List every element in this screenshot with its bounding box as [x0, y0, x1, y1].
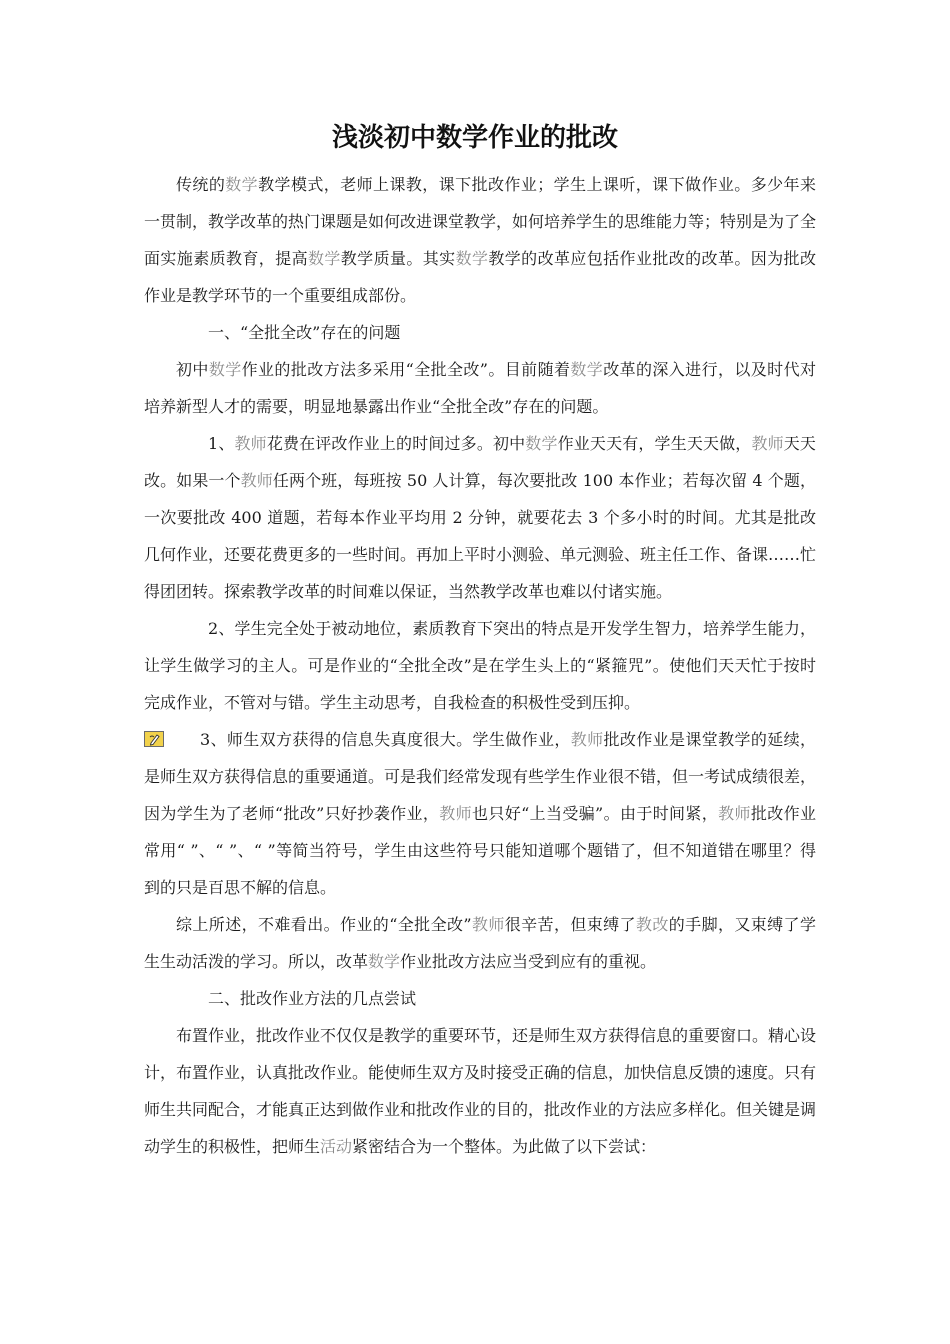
keyword-link-text[interactable]: 数学	[307, 249, 341, 268]
paragraph-text: 天天改。如果一个	[144, 434, 816, 490]
paragraph-text: 紧密结合为一个整体。为此做了以下尝试：	[352, 1137, 657, 1156]
paragraph-text: 初中	[176, 360, 209, 379]
paragraph	[144, 1017, 816, 1165]
paragraph-text: 传统的	[176, 175, 226, 194]
paragraph-text: 批改作业常用“ ”、“ ”、“ ”等简当符号，学生由这些符号只能知道哪个题错了，但不知道错在哪里？得到的只是百思不解的信息。	[144, 804, 816, 897]
paragraph-text: 一、“全批全改”存在的问题	[208, 323, 401, 342]
keyword-link-text[interactable]: 活动	[320, 1137, 353, 1156]
page-title: 浅淡初中数学作业的批改	[331, 123, 618, 153]
keyword-link-text[interactable]: 教师	[751, 434, 784, 453]
keyword-link-text[interactable]: 数学	[368, 952, 401, 971]
keyword-link-text[interactable]: 数学	[225, 175, 259, 194]
keyword-link-text[interactable]: 教改	[635, 915, 669, 934]
keyword-link-text[interactable]: 教师	[439, 804, 472, 823]
keyword-link-text[interactable]: 教师	[570, 730, 604, 749]
paragraph-text: 花费在评改作业上的时间过多。初中	[266, 434, 526, 453]
paragraph	[144, 425, 816, 610]
keyword-link-text[interactable]: 数学	[570, 360, 604, 379]
paragraph-text: 作业的批改方法多采用“全批全改”。目前随着	[241, 360, 571, 379]
paragraph-text: 2、学生完全处于被动地位，素质教育下突出的特点是开发学生智力，培养学生能力，让学生做学习的主人。可是作业的“全批全改”是在学生头上的“紧箍咒”。使他们天天忙于按时完成作业，不管对与错。学生主动思考，自我检查的积极性受到压抑。	[144, 619, 816, 712]
paragraph-text: 教学的改革应包括作业批改的改革。因为批改作业是教学环节的一个重要组成部份。	[144, 249, 816, 305]
paragraph	[144, 906, 816, 980]
keyword-link-text[interactable]: 数学	[455, 249, 489, 268]
paragraph-text: 作业批改方法应当受到应有的重视。	[400, 952, 657, 971]
paragraph-text: 的手脚，又束缚了学生生动活泼的学习。所以，改革	[144, 915, 816, 971]
paragraph-text: 3、师生双方获得的信息失真度很大。学生做作业，	[200, 730, 571, 749]
keyword-link-text[interactable]: 教师	[234, 434, 267, 453]
paragraph-text: 批改作业是课堂教学的延续，是师生双方获得信息的重要通道。可是我们经常发现有些学生作业很不错，但一考试成绩很差，因为学生为了老师“批改”只好抄袭作业，	[144, 730, 817, 823]
paragraph-text: 二、批改作业方法的几点尝试	[208, 989, 417, 1008]
paragraph	[144, 610, 816, 721]
document-body	[144, 166, 816, 1165]
paragraph-text: 教学模式，老师上课教，课下批改作业；学生上课听，课下做作业。多少年来一贯制，教学改革的热门课题是如何改进课堂教学，如何培养学生的思维能力等；特别是为了全面实施素质教育，提高	[144, 175, 817, 268]
paragraph-text: 作业天天有，学生天天做，	[557, 434, 752, 453]
paragraph-text: 综上所述，不难看出。作业的“全批全改”	[176, 915, 472, 934]
keyword-link-text[interactable]: 教师	[718, 804, 751, 823]
pencil-note-icon	[144, 731, 164, 747]
paragraph-text: 教学质量。其实	[340, 249, 456, 268]
paragraph	[144, 166, 816, 314]
section-heading	[144, 980, 816, 1017]
paragraph	[144, 721, 816, 906]
paragraph-text: 很辛苦，但束缚了	[504, 915, 636, 934]
section-heading	[144, 314, 816, 351]
keyword-link-text[interactable]: 教师	[471, 915, 505, 934]
keyword-link-text[interactable]: 教师	[240, 471, 273, 490]
keyword-link-text[interactable]: 数学	[525, 434, 558, 453]
paragraph-text: 布置作业，批改作业不仅仅是教学的重要环节，还是师生双方获得信息的重要窗口。精心设计，布置作业，认真批改作业。能使师生双方及时接受正确的信息，加快信息反馈的速度。只有师生共同配合，才能真正达到做作业和批改作业的目的，批改作业的方法应多样化。但关键是调动学生的积极性，把师生	[144, 1026, 817, 1156]
paragraph	[144, 351, 816, 425]
paragraph-text: 改革的深入进行，以及时代对培养新型人才的需要，明显地暴露出作业“全批全改”存在的问题。	[144, 360, 816, 416]
keyword-link-text[interactable]: 数学	[208, 360, 242, 379]
paragraph-text: 1、	[208, 434, 235, 453]
paragraph-text: 任两个班，每班按 50 人计算，每次要批改 100 本作业；若每次留 4 个题，一次要批改 400 道题，若每本作业平均用 2 分钟，就要花去 3 个多小时的时间。尤其是批改几何作业，还要花费更多的一些时间。再加上平时小测验、单元测验、班主任工作、备课……忙得团团转。探索教学改革的时间难以保证，当然教学改革也难以付诸实施。	[144, 471, 817, 601]
paragraph-text: 也只好“上当受骗”。由于时间紧，	[471, 804, 719, 823]
